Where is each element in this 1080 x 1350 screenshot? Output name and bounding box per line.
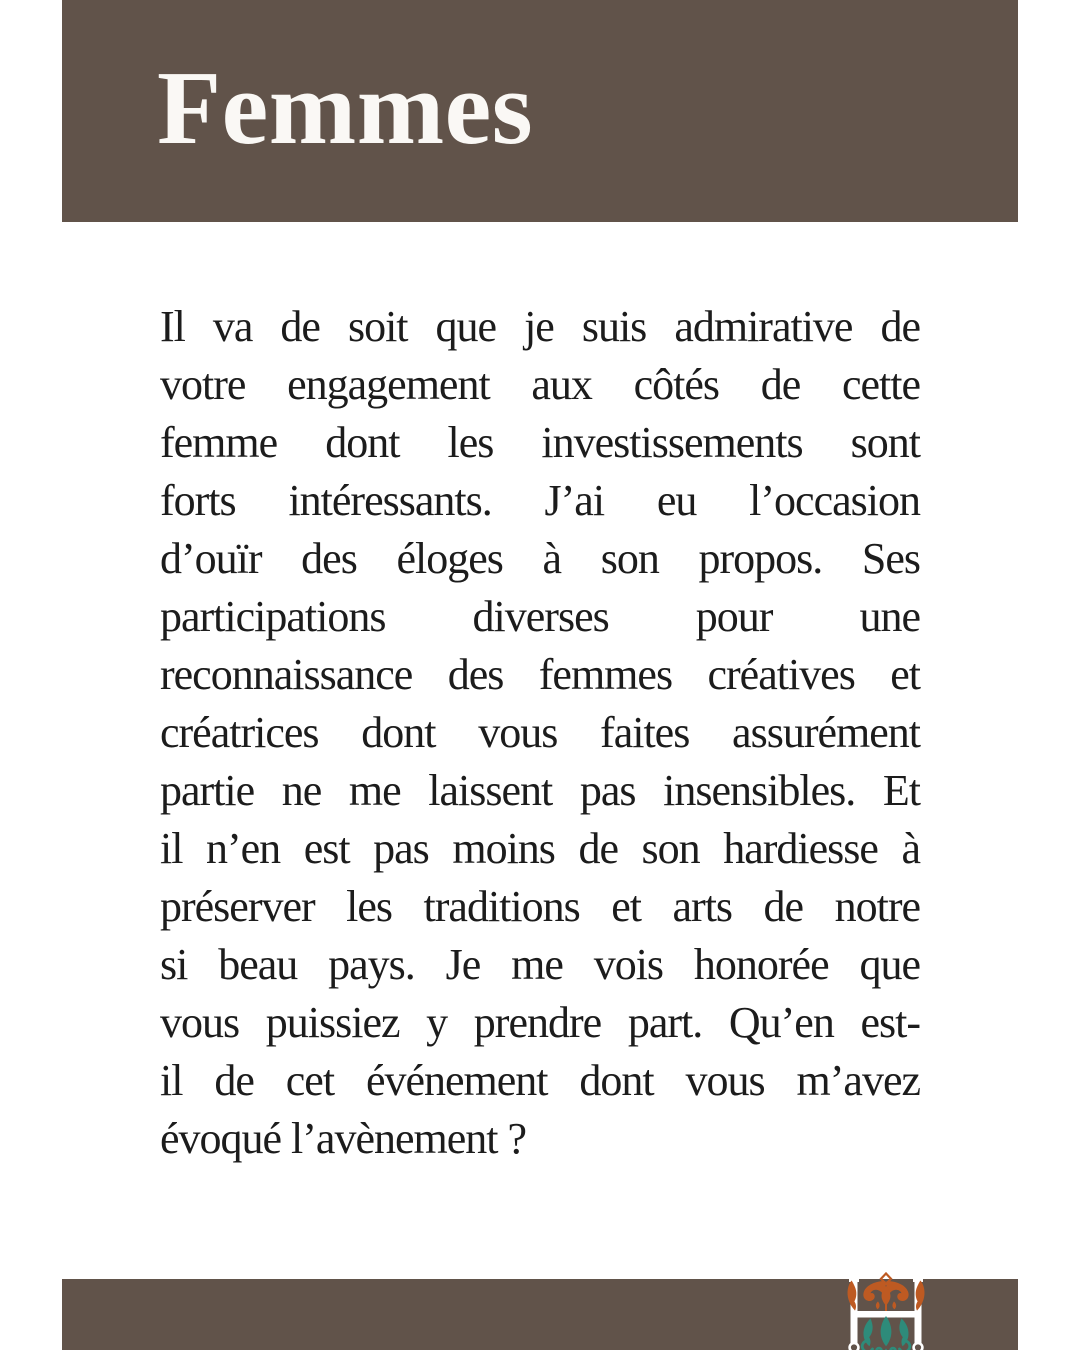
body-text: [160, 298, 920, 1168]
text-line: il de cet événement dont vous m’avez: [160, 1056, 920, 1105]
text-line: il n’en est pas moins de son hardiesse à: [160, 824, 920, 873]
text-line: si beau pays. Je me vois honorée que: [160, 940, 920, 989]
ornament-svg: [846, 1272, 926, 1350]
text-line: Il va de soit que je suis admirative de: [160, 302, 920, 351]
text-line: reconnaissance des femmes créatives et: [160, 650, 920, 699]
text-line: partie ne me laissent pas insensibles. Et: [160, 766, 920, 815]
header-band: [62, 0, 1018, 222]
text-line: vous puissiez y prendre part. Qu’en est-: [160, 998, 920, 1047]
text-line: votre engagement aux côtés de cette: [160, 360, 920, 409]
ornament-crown-orange: [848, 1274, 925, 1312]
text-line: préserver les traditions et arts de notre: [160, 882, 920, 931]
ornament-palmette-teal: [862, 1316, 910, 1350]
text-line: d’ouïr des éloges à son propos. Ses: [160, 534, 920, 583]
text-line: forts intéressants. J’ai eu l’occasion: [160, 476, 920, 525]
brand-monogram-icon: [846, 1272, 926, 1350]
text-line: créatrices dont vous faites assurément: [160, 708, 920, 757]
text-line: évoqué l’avènement ?: [160, 1114, 527, 1163]
page-title: Femmes: [157, 49, 534, 166]
text-line: participations diverses pour une: [160, 592, 920, 641]
text-line: femme dont les investissements sont: [160, 418, 920, 467]
